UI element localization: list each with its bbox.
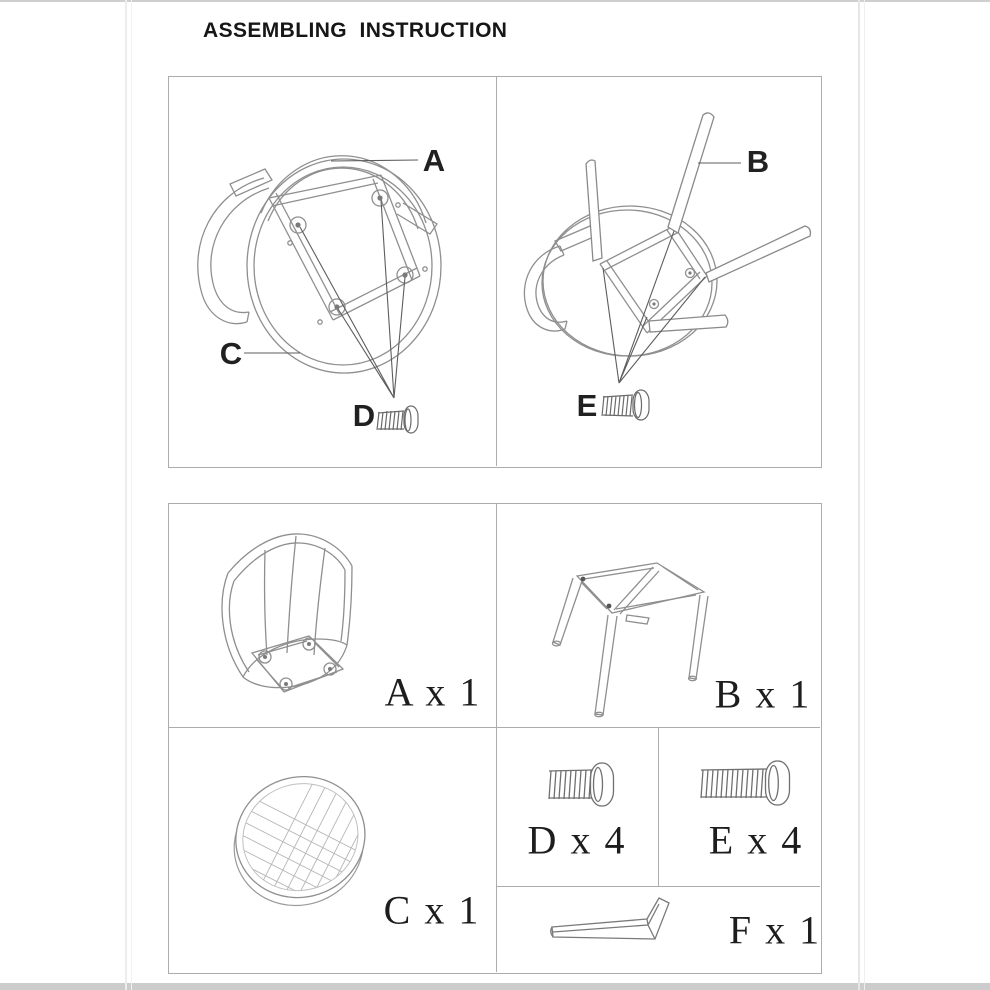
page-right-fold-line-2 (864, 0, 865, 990)
part-e-qty-label: E x 4 (708, 817, 804, 863)
part-c-qty-label: C x 1 (383, 887, 481, 933)
step-2-flipped-chair-drawing (497, 76, 822, 466)
callout-label-c: C (219, 336, 243, 371)
page-bottom-edge (0, 983, 990, 990)
screw-e-small-icon (602, 390, 649, 420)
callout-label-a: A (422, 143, 446, 178)
page-top-edge (0, 0, 990, 2)
part-d-qty-label: D x 4 (527, 817, 627, 863)
callout-label-b: B (746, 144, 770, 179)
screw-d-small-icon (377, 406, 418, 433)
part-a-qty-label: A x 1 (384, 669, 482, 715)
callout-label-d: D (352, 398, 376, 433)
part-f-qty-label: F x 1 (728, 907, 822, 953)
page-left-fold-line-2 (131, 0, 132, 990)
callout-label-e: E (576, 388, 598, 423)
part-b-qty-label: B x 1 (714, 671, 812, 717)
page-title: ASSEMBLING INSTRUCTION (203, 19, 508, 42)
step-1-seat-underside-drawing (168, 76, 496, 466)
page-right-fold-line (858, 0, 860, 990)
chair-legs (586, 113, 810, 332)
page-left-fold-line (125, 0, 127, 990)
part-c-cushion-drawing (168, 727, 496, 973)
